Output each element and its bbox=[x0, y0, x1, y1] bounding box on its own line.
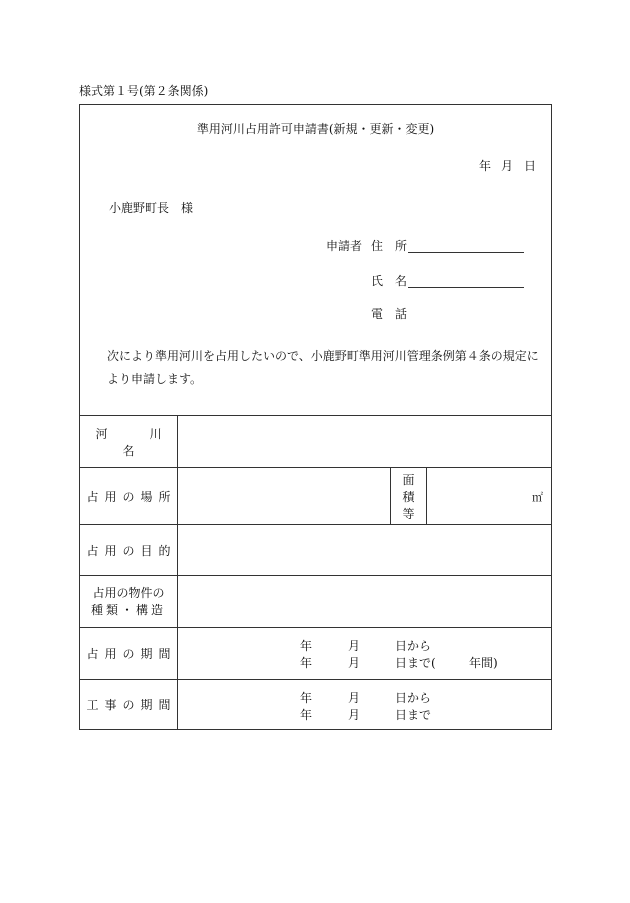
form-title: 準用河川占用許可申請書(新規・更新・変更) bbox=[196, 122, 435, 136]
period-to-day: 日まで( bbox=[395, 656, 436, 670]
purpose-field[interactable] bbox=[178, 525, 551, 575]
date-year: 年 bbox=[479, 159, 492, 173]
date-month: 月 bbox=[501, 159, 514, 173]
date-day: 日 bbox=[524, 159, 537, 173]
period-to-month: 月 bbox=[348, 656, 361, 670]
object-field[interactable] bbox=[178, 576, 551, 627]
river-name-label: 河 川 名 bbox=[95, 426, 204, 458]
period-from-month: 月 bbox=[348, 639, 361, 653]
form-number: 様式第１号(第２条関係) bbox=[79, 84, 209, 98]
object-label: 占用の物件の 種類・構造 bbox=[90, 585, 166, 617]
period-to-year: 年 bbox=[300, 656, 313, 670]
address-label: 住 所 bbox=[371, 239, 408, 253]
name-field[interactable] bbox=[408, 287, 524, 288]
construction-from-day: 日から bbox=[395, 691, 432, 705]
construction-to-month: 月 bbox=[348, 708, 361, 722]
purpose-label: 占用の目的 bbox=[86, 543, 177, 558]
phone-label: 電 話 bbox=[371, 307, 408, 321]
construction-label: 工事の期間 bbox=[86, 698, 177, 712]
application-form bbox=[79, 104, 552, 730]
addressee: 小鹿野町長 様 bbox=[109, 201, 194, 215]
address-field[interactable] bbox=[408, 252, 524, 253]
name-label: 氏 名 bbox=[371, 274, 408, 288]
period-from-year: 年 bbox=[300, 639, 313, 653]
location-label: 占用の場所 bbox=[86, 489, 177, 504]
period-label: 占用の期間 bbox=[86, 647, 177, 661]
period-from-day: 日から bbox=[395, 639, 432, 653]
request-statement bbox=[95, 345, 540, 391]
area-unit: ㎡ bbox=[532, 491, 543, 504]
period-field[interactable] bbox=[178, 628, 551, 679]
location-field[interactable] bbox=[178, 468, 390, 524]
area-label: 面 積 等 bbox=[402, 473, 415, 521]
request-statement-text: 次により準用河川を占用したいので、小鹿野町準用河川管理条例第４条の規定により申請します。 bbox=[107, 349, 539, 386]
period-years: 年間) bbox=[469, 656, 498, 670]
construction-field[interactable] bbox=[178, 680, 551, 729]
construction-from-year: 年 bbox=[300, 691, 313, 705]
applicant-label: 申請者 bbox=[326, 239, 363, 253]
construction-to-year: 年 bbox=[300, 708, 313, 722]
construction-from-month: 月 bbox=[348, 691, 361, 705]
river-name-field[interactable] bbox=[178, 416, 551, 467]
construction-to-day: 日まで bbox=[395, 708, 432, 722]
area-field[interactable] bbox=[427, 468, 551, 524]
